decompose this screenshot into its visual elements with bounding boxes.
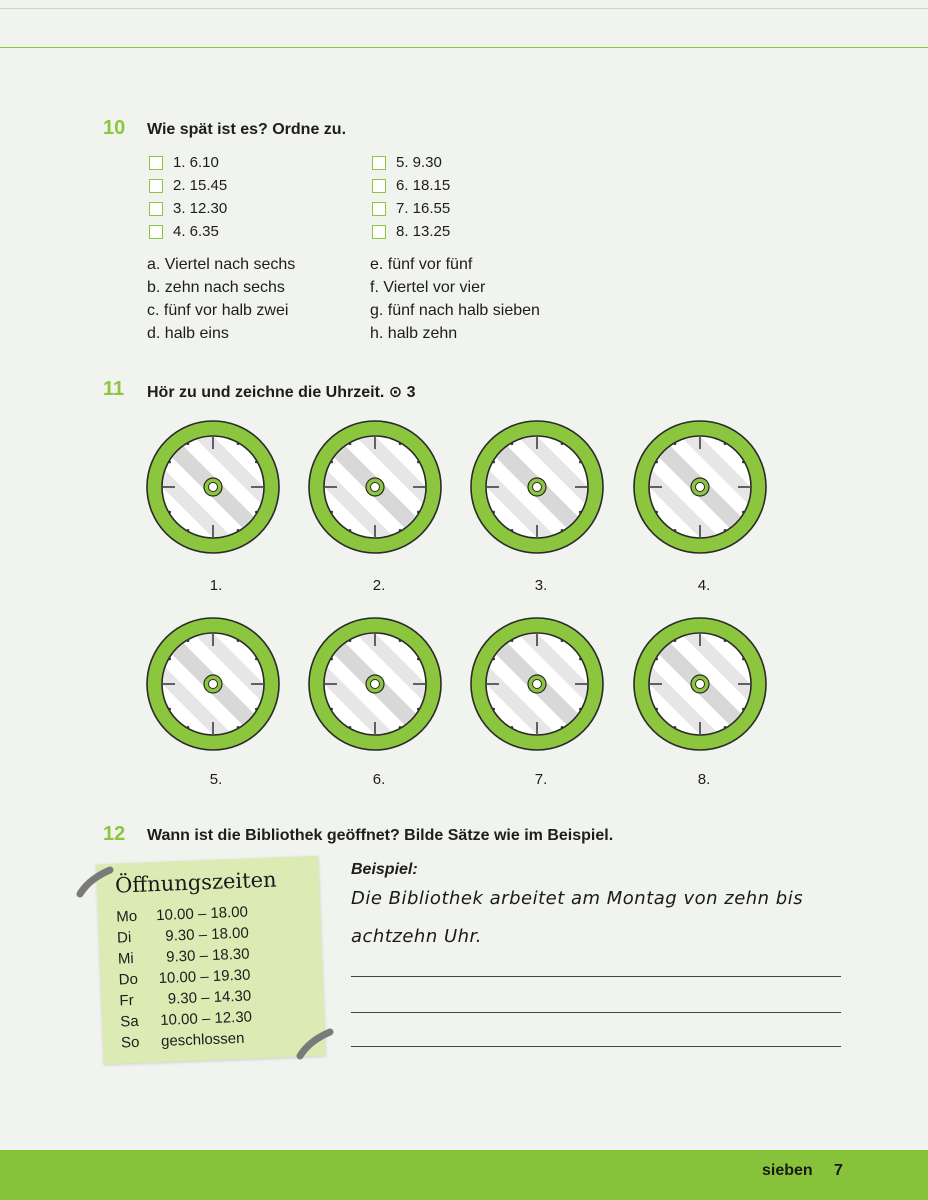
opening-hours-note (96, 856, 326, 1064)
example-sentence-line-1: Die Bibliothek arbeitet am Montag von zehn bis (351, 888, 804, 909)
clock-4[interactable] (618, 405, 782, 569)
day-label: So (120, 1033, 140, 1052)
time-label: 4. 6.35 (173, 223, 219, 240)
exercise-12-number: 12 (103, 823, 126, 845)
page-word: sieben (762, 1162, 813, 1179)
time-label: 2. 15.45 (173, 177, 228, 194)
time-range: 9.30 – 18.00 (156, 924, 250, 946)
clock-label: 7. (534, 771, 548, 788)
clock-3[interactable] (455, 405, 619, 569)
example-label: Beispiel: (351, 861, 418, 878)
answer-line[interactable] (351, 976, 841, 977)
answer-line[interactable] (351, 1046, 841, 1047)
clock-1[interactable] (131, 405, 295, 569)
hours-row (116, 904, 248, 926)
time-label: 3. 12.30 (173, 200, 228, 217)
phrase-item: h. halb zehn (370, 325, 458, 342)
day-label: Fr (119, 992, 134, 1010)
phrase-item: g. fünf nach halb sieben (370, 302, 540, 319)
clock-label: 2. (372, 577, 386, 594)
time-range: geschlossen (160, 1029, 245, 1050)
hours-row (121, 1030, 245, 1052)
time-label: 8. 13.25 (396, 223, 451, 240)
opening-hours-title: Öffnungszeiten (114, 867, 277, 898)
time-label: 7. 16.55 (396, 200, 451, 217)
phrase-item: b. zehn nach sechs (147, 279, 285, 296)
clock-label: 8. (697, 771, 711, 788)
clock-7[interactable] (455, 602, 619, 766)
phrase-item: d. halb eins (147, 325, 229, 342)
hours-row (118, 946, 250, 968)
clock-6[interactable] (293, 602, 457, 766)
clock-2[interactable] (293, 405, 457, 569)
exercise-10-number: 10 (103, 117, 126, 139)
time-range: 10.00 – 18.00 (155, 903, 249, 925)
clock-label: 3. (534, 577, 548, 594)
day-label: Mo (115, 907, 138, 926)
day-label: Sa (119, 1012, 139, 1031)
pen-icon (296, 1028, 336, 1062)
time-range: 10.00 – 19.30 (158, 966, 251, 988)
clock-label: 5. (209, 771, 223, 788)
exercise-11-title: Hör zu und zeichne die Uhrzeit. ⊙ 3 (147, 384, 416, 401)
clock-label: 1. (209, 577, 223, 594)
exercise-12-title: Wann ist die Bibliothek geöffnet? Bilde Sätze wie im Beispiel. (147, 827, 614, 844)
phrase-item: e. fünf vor fünf (370, 256, 473, 273)
clock-5[interactable] (131, 602, 295, 766)
phrase-item: c. fünf vor halb zwei (147, 302, 289, 319)
exercise-10-title: Wie spät ist es? Ordne zu. (147, 121, 347, 138)
hours-row (118, 967, 250, 989)
time-label: 5. 9.30 (396, 154, 442, 171)
day-label: Di (116, 929, 132, 947)
time-range: 10.00 – 12.30 (159, 1008, 253, 1029)
phrase-item: a. Viertel nach sechs (147, 256, 296, 273)
clock-label: 4. (697, 577, 711, 594)
pen-icon (76, 866, 116, 900)
time-label: 1. 6.10 (173, 154, 219, 171)
phrase-item: f. Viertel vor vier (370, 279, 486, 296)
page-number: 7 (834, 1162, 843, 1179)
time-range: 9.30 – 18.30 (157, 945, 250, 967)
clock-8[interactable] (618, 602, 782, 766)
exercise-11-number: 11 (103, 378, 125, 400)
clock-label: 6. (372, 771, 386, 788)
answer-line[interactable] (351, 1012, 841, 1013)
example-sentence-line-2: achtzehn Uhr. (351, 926, 483, 947)
day-label: Do (118, 970, 139, 989)
hours-row (120, 1008, 252, 1030)
hours-row (117, 925, 249, 947)
time-range: 9.30 – 14.30 (159, 987, 252, 1009)
hours-row (119, 987, 251, 1009)
day-label: Mi (117, 949, 135, 968)
time-label: 6. 18.15 (396, 177, 451, 194)
